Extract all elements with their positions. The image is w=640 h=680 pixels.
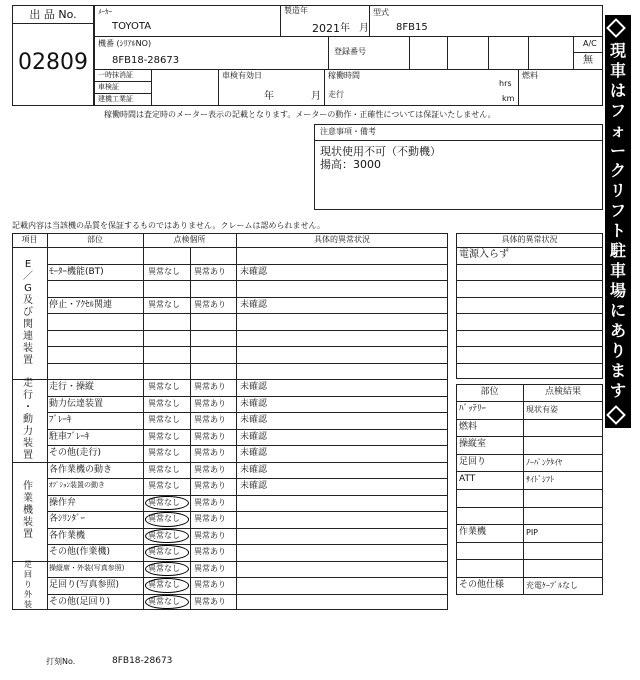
table-header: 具体的異常状況	[314, 235, 370, 244]
section-label	[22, 378, 34, 462]
section-label	[22, 259, 34, 367]
row-line	[47, 379, 448, 380]
row-line	[47, 528, 448, 529]
month-unit: 月	[359, 23, 369, 34]
status-ng: 異常あり	[194, 563, 226, 573]
result-part: 作業機	[459, 527, 487, 538]
status-ng: 異常あり	[194, 481, 226, 490]
row-line	[47, 429, 448, 430]
status-ng: 異常あり	[194, 299, 226, 309]
row-line	[47, 577, 448, 578]
status-ng: 異常あり	[194, 547, 226, 556]
part-label: 操作弁	[49, 497, 77, 508]
row-line	[47, 330, 448, 331]
inspection-date-label: 車検有効日	[222, 71, 262, 80]
row-line	[47, 346, 448, 347]
status-ng: 異常あり	[194, 398, 226, 408]
result-part: 操縦室	[459, 439, 487, 450]
row-line	[456, 471, 603, 472]
hours-label: 稼働時間	[328, 71, 360, 80]
abnormal-note: 未確認	[240, 382, 268, 392]
serial-label: 機番 (ｼﾘｱﾙNO)	[98, 39, 152, 48]
column-line	[47, 233, 48, 610]
row-line	[47, 445, 448, 446]
status-ok: 異常なし	[148, 514, 180, 523]
banner-text	[605, 43, 631, 403]
part-label: 停止・ｱｸｾﾙ関連	[49, 299, 113, 310]
circle-mark	[145, 512, 189, 527]
banner-char: に	[609, 301, 626, 320]
banner-char: は	[609, 81, 626, 100]
row-line	[47, 313, 448, 314]
result-value: ｻｲﾄﾞｼﾌﾄ	[526, 475, 554, 485]
status-ok: 異常なし	[148, 382, 180, 391]
result-part: その他仕様	[459, 580, 505, 590]
banner-char: 駐	[609, 241, 626, 260]
notes-line-2: 揚高：3000	[320, 158, 381, 171]
status-ok: 異常なし	[148, 530, 180, 540]
section-label-char: 関	[23, 319, 33, 330]
abnormal-note: 未確認	[240, 415, 268, 425]
section-label-char: 行	[23, 390, 33, 402]
status-ng: 異常あり	[194, 266, 226, 276]
inspection-month-unit: 月	[311, 91, 321, 102]
table-header: 項目	[21, 235, 38, 244]
abnormal-note: 未確認	[240, 266, 268, 277]
status-ng: 異常あり	[194, 497, 226, 507]
circle-mark	[145, 562, 189, 577]
lot-label: 出 品 No.	[29, 8, 77, 21]
status-ok: 異常なし	[148, 563, 180, 573]
abnormal-note: 未確認	[240, 431, 268, 442]
fuel-label: 燃料	[522, 71, 538, 80]
banner-char: ク	[609, 161, 626, 180]
section-label-char: 動	[23, 414, 33, 426]
row-line	[456, 454, 603, 455]
status-ng: 異常あり	[194, 448, 226, 457]
section-label-char: 作	[23, 481, 33, 492]
row-line	[47, 561, 448, 562]
part-label: 駐車ﾌﾞﾚｰｷ	[49, 431, 90, 442]
row-line	[456, 313, 603, 314]
result-value: PIP	[526, 528, 539, 538]
circle-mark	[145, 578, 189, 593]
status-ok: 異常なし	[148, 415, 180, 424]
section-label-char: 回	[24, 570, 32, 580]
section-label	[22, 560, 34, 610]
row-line	[456, 264, 603, 265]
abnormal-note: 未確認	[240, 398, 268, 409]
result-part: 足回り	[459, 456, 487, 467]
table-header: 点検個所	[173, 235, 206, 244]
year-value: 2021	[312, 22, 340, 35]
row-line	[456, 559, 603, 560]
row-line	[47, 297, 448, 298]
status-ok: 異常なし	[148, 448, 180, 457]
row-line	[456, 577, 603, 578]
part-label: 各作業機	[49, 530, 86, 541]
banner-char: ト	[609, 221, 626, 240]
section-label-char: 外	[24, 590, 32, 600]
cert-temporary: 一時抹消証	[98, 71, 133, 79]
lot-number: 02809	[18, 50, 88, 75]
status-ok: 異常なし	[148, 481, 180, 490]
section-label-char: 置	[23, 450, 33, 462]
row-line	[47, 264, 448, 265]
banner-char: り	[609, 341, 626, 360]
section-label-char: 装	[23, 343, 33, 354]
part-label: 各ｼﾘﾝﾀﾞｰ	[49, 514, 86, 524]
notes-line-1: 現状使用不可（不動機）	[320, 145, 441, 158]
part-label: ﾓｰﾀｰ機能(BT)	[49, 266, 104, 277]
status-ng: 異常あり	[194, 580, 226, 589]
status-ok: 異常なし	[148, 497, 180, 507]
row-line	[47, 544, 448, 545]
status-ok: 異常なし	[148, 398, 180, 408]
table-header: 点検結果	[544, 387, 581, 397]
banner-char: あ	[609, 321, 626, 340]
banner-char: 現	[609, 41, 626, 60]
abnormal-note: 未確認	[240, 448, 268, 458]
part-label: 動力伝達装置	[49, 398, 104, 409]
row-line	[456, 507, 603, 508]
section-label-char: 及	[23, 295, 33, 306]
banner-char: ォ	[609, 121, 626, 140]
row-line	[456, 401, 603, 402]
part-label: 操縦席・外装(写真参照)	[49, 563, 125, 572]
section-label-char: ・	[23, 402, 33, 414]
section-label-char: 連	[23, 331, 33, 342]
row-line	[47, 412, 448, 413]
result-value: ﾉｰﾊﾟﾝｸﾀｲﾔ	[526, 457, 562, 467]
ac-label: A/C	[583, 39, 597, 48]
row-line	[456, 419, 603, 420]
cert-construction: 建機工業証	[98, 95, 133, 103]
banner-char: フ	[609, 201, 626, 220]
result-part: 燃料	[459, 421, 478, 432]
row-line	[456, 280, 603, 281]
part-label: 足回り(写真参照)	[49, 580, 120, 590]
result-part: ﾊﾞｯﾃﾘｰ	[459, 404, 487, 414]
section-label-char: 業	[23, 493, 33, 504]
section-label-char: 装	[23, 517, 33, 528]
table-header: 部位	[480, 387, 499, 397]
status-ok: 異常なし	[148, 431, 180, 441]
result-part: ATT	[459, 474, 476, 485]
hours-unit: hrs	[499, 79, 512, 88]
row-line	[456, 346, 603, 347]
row-line	[456, 297, 603, 298]
row-line	[47, 363, 448, 364]
part-label: その他(作業機)	[49, 547, 111, 557]
circle-mark	[145, 595, 189, 610]
section-label-char: り	[24, 580, 32, 590]
banner-char: 場	[609, 281, 626, 300]
notes-label: 注意事項・備考	[320, 127, 376, 136]
abnormal-note: 未確認	[240, 481, 268, 491]
table-header: 具体的異常状況	[501, 235, 558, 244]
status-ng: 異常あり	[194, 514, 226, 523]
banner-char: す	[609, 381, 626, 400]
row-line	[456, 436, 603, 437]
status-ng: 異常あり	[194, 464, 226, 474]
status-ng: 異常あり	[194, 530, 226, 540]
section-label-char: 足	[24, 560, 32, 570]
table-header: 部位	[87, 235, 103, 244]
model-value: 8FB15	[396, 22, 428, 33]
hours-note: 稼働時間は査定時のメーター表示の記載となります。メーターの動作・正確性については保証いたしません。	[104, 110, 496, 119]
section-label-char: 装	[23, 438, 33, 450]
row-line	[456, 247, 603, 248]
disclaimer: 記載内容は当該機の品質を保証するものではありません。クレームは認められません。	[12, 221, 325, 230]
status-ok: 異常なし	[148, 464, 180, 474]
stamp-value: 8FB18-28673	[112, 656, 173, 666]
status-ok: 異常なし	[148, 596, 180, 606]
section-label-char: 力	[23, 426, 33, 438]
header-line	[12, 247, 448, 248]
row-line	[47, 396, 448, 397]
row-line	[47, 280, 448, 281]
section-label-char: E	[24, 259, 32, 270]
banner-char: ま	[609, 361, 626, 380]
part-label: ﾌﾞﾚｰｷ	[49, 415, 72, 425]
serial-value: 8FB18-28673	[112, 55, 180, 66]
circle-mark	[145, 529, 189, 544]
part-label: 各作業機の動き	[49, 464, 113, 475]
row-line	[47, 495, 448, 496]
part-label: その他(走行)	[49, 448, 102, 458]
row-line	[47, 594, 448, 595]
row-line	[456, 489, 603, 490]
km-unit: km	[502, 94, 515, 103]
section-label-char: ／	[23, 271, 33, 282]
status-ok: 異常なし	[148, 547, 180, 556]
banner-char: 車	[609, 61, 626, 80]
registration-label: 登録番号	[334, 47, 366, 56]
column-line	[143, 233, 144, 610]
banner-char: 車	[609, 261, 626, 280]
banner-char: リ	[609, 181, 626, 200]
section-label-char: 走	[23, 378, 33, 390]
column-line	[236, 233, 237, 610]
row-line	[456, 363, 603, 364]
row-line	[47, 511, 448, 512]
section-label-char: 装	[24, 600, 32, 610]
year-label: 製造年	[284, 6, 308, 15]
section-label	[22, 481, 34, 541]
banner-char: フ	[609, 101, 626, 120]
row-line	[456, 542, 603, 543]
status-ng: 異常あり	[194, 415, 226, 424]
abnormal-note: 未確認	[240, 299, 268, 310]
part-label: ｵﾌﾟｼｮﾝ装置の動き	[49, 481, 105, 489]
result-value: 充電ｹｰﾌﾞﾙなし	[526, 581, 578, 590]
abnormal-note: 未確認	[240, 464, 268, 475]
abnormal-detail-text: 電源入らず	[459, 249, 509, 260]
maker-label: ﾒｰｶｰ	[98, 8, 112, 16]
cert-inspection: 車検証	[98, 83, 119, 91]
section-label-char: G	[24, 283, 32, 294]
status-ng: 異常あり	[194, 596, 226, 606]
part-label: その他(足回り)	[49, 596, 111, 607]
model-label: 型式	[373, 8, 389, 17]
row-line	[456, 524, 603, 525]
result-value: 現状有姿	[526, 405, 558, 414]
section-label-char: び	[23, 307, 33, 318]
status-ng: 異常あり	[194, 431, 226, 441]
inspection-year-unit: 年	[264, 91, 274, 102]
status-ok: 異常なし	[148, 299, 180, 309]
circle-mark	[145, 496, 189, 511]
status-ng: 異常あり	[194, 382, 226, 391]
banner-char: ー	[609, 141, 626, 160]
status-ok: 異常なし	[148, 266, 180, 276]
part-label: 走行・操縦	[49, 382, 95, 392]
ac-value: 無	[583, 55, 593, 66]
year-unit: 年	[340, 23, 350, 34]
status-ok: 異常なし	[148, 580, 180, 589]
row-line	[456, 330, 603, 331]
section-label-char: 機	[23, 505, 33, 516]
stamp-label: 打刻No.	[46, 657, 76, 666]
location-banner	[605, 15, 631, 428]
circle-mark	[145, 545, 189, 560]
row-line	[47, 478, 448, 479]
section-label-char: 置	[23, 529, 33, 540]
maker-value: TOYOTA	[112, 21, 152, 32]
row-line	[47, 462, 448, 463]
section-label-char: 置	[23, 355, 33, 366]
travel-label: 走行	[328, 90, 344, 99]
